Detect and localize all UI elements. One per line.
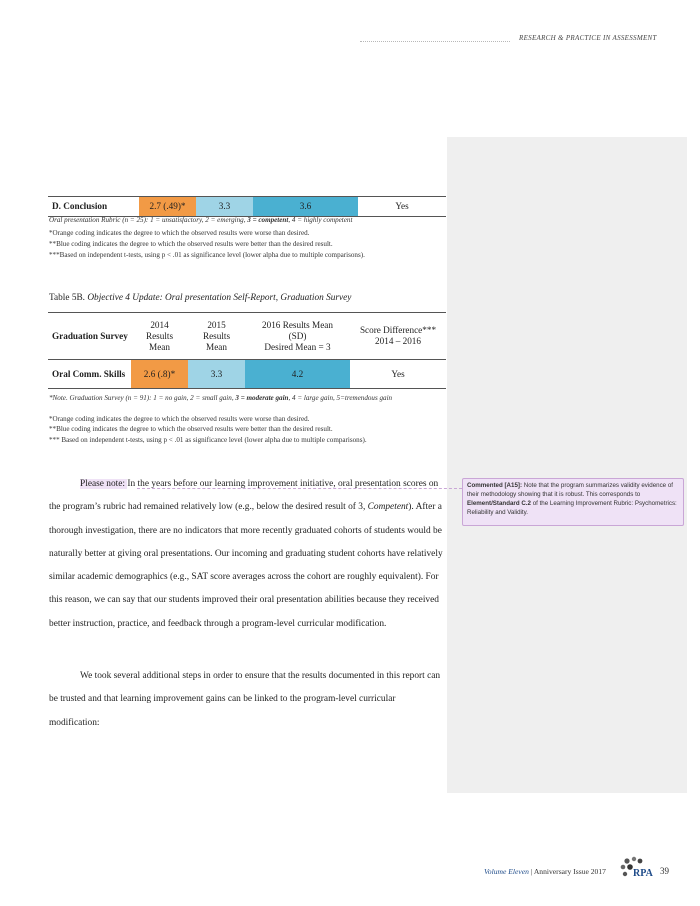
header-score-difference (350, 313, 446, 360)
table2-caption (49, 293, 351, 303)
rubric-note-b: 3 = competent (247, 216, 289, 224)
logo-dot (632, 857, 636, 861)
table1-note-blue: **Blue coding indicates the degree to which the observed results were better than the desired result. (49, 240, 333, 248)
conclusion-table (48, 196, 446, 217)
caption-title: Objective 4 Update: Oral presentation Self-Report, Graduation Survey (87, 293, 352, 303)
comment-text-a: Note that the program summarizes validity evidence of their methodology showing that it is robust. This corresponds to (467, 482, 673, 498)
score-difference-cell: Yes (350, 360, 446, 389)
header-2016-line3: Desired Mean = 3 (264, 341, 331, 352)
logo-dot (627, 864, 633, 870)
footer-issue (484, 867, 606, 876)
table1-note-orange: *Orange coding indicates the degree to which the observed results were worse than desired. (49, 229, 310, 237)
table2-note-ttest: *** Based on independent t-tests, using p < .01 as significance level (lower alpha due to multiple comparisons). (49, 436, 367, 444)
header-2015 (188, 313, 245, 360)
rpa-logo (617, 855, 657, 885)
result-2016-cell: 4.2 (245, 360, 350, 389)
comment-margin-pane (447, 137, 687, 793)
row-label: D. Conclusion (48, 197, 139, 217)
p1-text-b: ). After a thorough investigation, there are no indicators that more recently graduated cohorts of students would be naturally better at giving oral presentations. Our incoming and graduating student cohorts have relatively similar academic demographics (e.g., SAT score averages across the cohort are roughly equivalent). For this reason, we can say that our students improved their oral presentation abilities because they received better instruction, practice, and feedback through a program-level curricular modification. (49, 502, 443, 629)
rubric-note-c: , 4 = highly competent (288, 216, 353, 224)
result-2015-cell: 3.3 (196, 197, 253, 217)
logo-dot (624, 858, 629, 863)
header-2015-line1: 2015 (207, 319, 226, 330)
table1-note-ttest: ***Based on independent t-tests, using p < .01 as significance level (lower alpha due to multiple comparisons). (49, 251, 365, 259)
table2-note-blue: **Blue coding indicates the degree to which the observed results were better than the desired result. (49, 425, 333, 433)
survey-note-b: 3 = moderate gain (235, 394, 289, 402)
logo-text: RPA (633, 868, 653, 879)
comment-text-bold: Element/Standard C.2 (467, 500, 531, 507)
logo-dot (638, 859, 643, 864)
table-row (48, 360, 446, 389)
survey-note-a: *Note. Graduation Survey (n = 91): 1 = no gain, 2 = small gain, (49, 394, 236, 402)
rubric-note-a: Oral presentation Rubric (n = 25): 1 = unsatisfactory, 2 = emerging, (49, 216, 248, 224)
result-2014-cell: 2.7 (.49)* (139, 197, 196, 217)
comment-label: Commented [A15]: (467, 482, 523, 489)
header-2014-line1: 2014 (150, 319, 169, 330)
header-2016-line2: (SD) (288, 330, 307, 341)
result-2016-cell: 3.6 (253, 197, 358, 217)
result-2015-cell: 3.3 (188, 360, 245, 389)
score-difference-cell: Yes (358, 197, 446, 217)
body-paragraph-2: We took several additional steps in order to ensure that the results documented in this report can be trusted and that learning improvement gains can be linked to the program-level curricular modification: (49, 671, 441, 728)
header-2014 (131, 313, 188, 360)
table-row (48, 197, 446, 217)
header-2014-line3: Mean (149, 341, 170, 352)
p1-italic: Competent (367, 502, 409, 513)
caption-prefix: Table 5B. (49, 293, 88, 303)
table2-note-orange: *Orange coding indicates the degree to which the observed results were worse than desired. (49, 415, 310, 423)
header-score-line1: Score Difference*** (359, 325, 437, 335)
comment-balloon[interactable] (462, 478, 684, 526)
header-2014-line2: Results (145, 330, 174, 341)
please-note-highlight[interactable]: Please note: (80, 479, 128, 489)
header-graduation-survey: Graduation Survey (48, 313, 131, 360)
header-2015-line2: Results (202, 330, 231, 341)
running-header: RESEARCH & PRACTICE IN ASSESSMENT (519, 34, 657, 42)
result-2014-cell: 2.6 (.8)* (131, 360, 188, 389)
table2-survey-note (49, 393, 449, 403)
issue-label: | Anniversary Issue 2017 (528, 867, 606, 876)
comment-text-b: of the Learning Improvement Rubric: Psychometrics: Reliability and Validity. (467, 500, 677, 516)
header-2016-line1: 2016 Results Mean (262, 319, 333, 330)
header-2016 (245, 313, 350, 360)
survey-note-c: , 4 = large gain, 5=tremendous gain (288, 394, 393, 402)
logo-dot (623, 872, 627, 876)
logo-dot (621, 865, 626, 870)
table1-rubric-note (49, 215, 449, 225)
graduation-survey-table (48, 312, 446, 389)
body-paragraph-1 (49, 473, 445, 636)
volume-label: Volume Eleven (484, 867, 529, 876)
header-2015-line3: Mean (206, 341, 227, 352)
header-dotted-rule (360, 41, 510, 42)
header-score-line2: 2014 – 2016 (375, 336, 421, 346)
table-header-row (48, 313, 446, 360)
row-label: Oral Comm. Skills (48, 360, 131, 389)
page-number: 39 (660, 866, 669, 876)
p1-text-a: In the years before our learning improvement initiative, oral presentation scores on the program’s rubric had remained relatively low (e.g., below the desired result of 3, (49, 479, 439, 513)
